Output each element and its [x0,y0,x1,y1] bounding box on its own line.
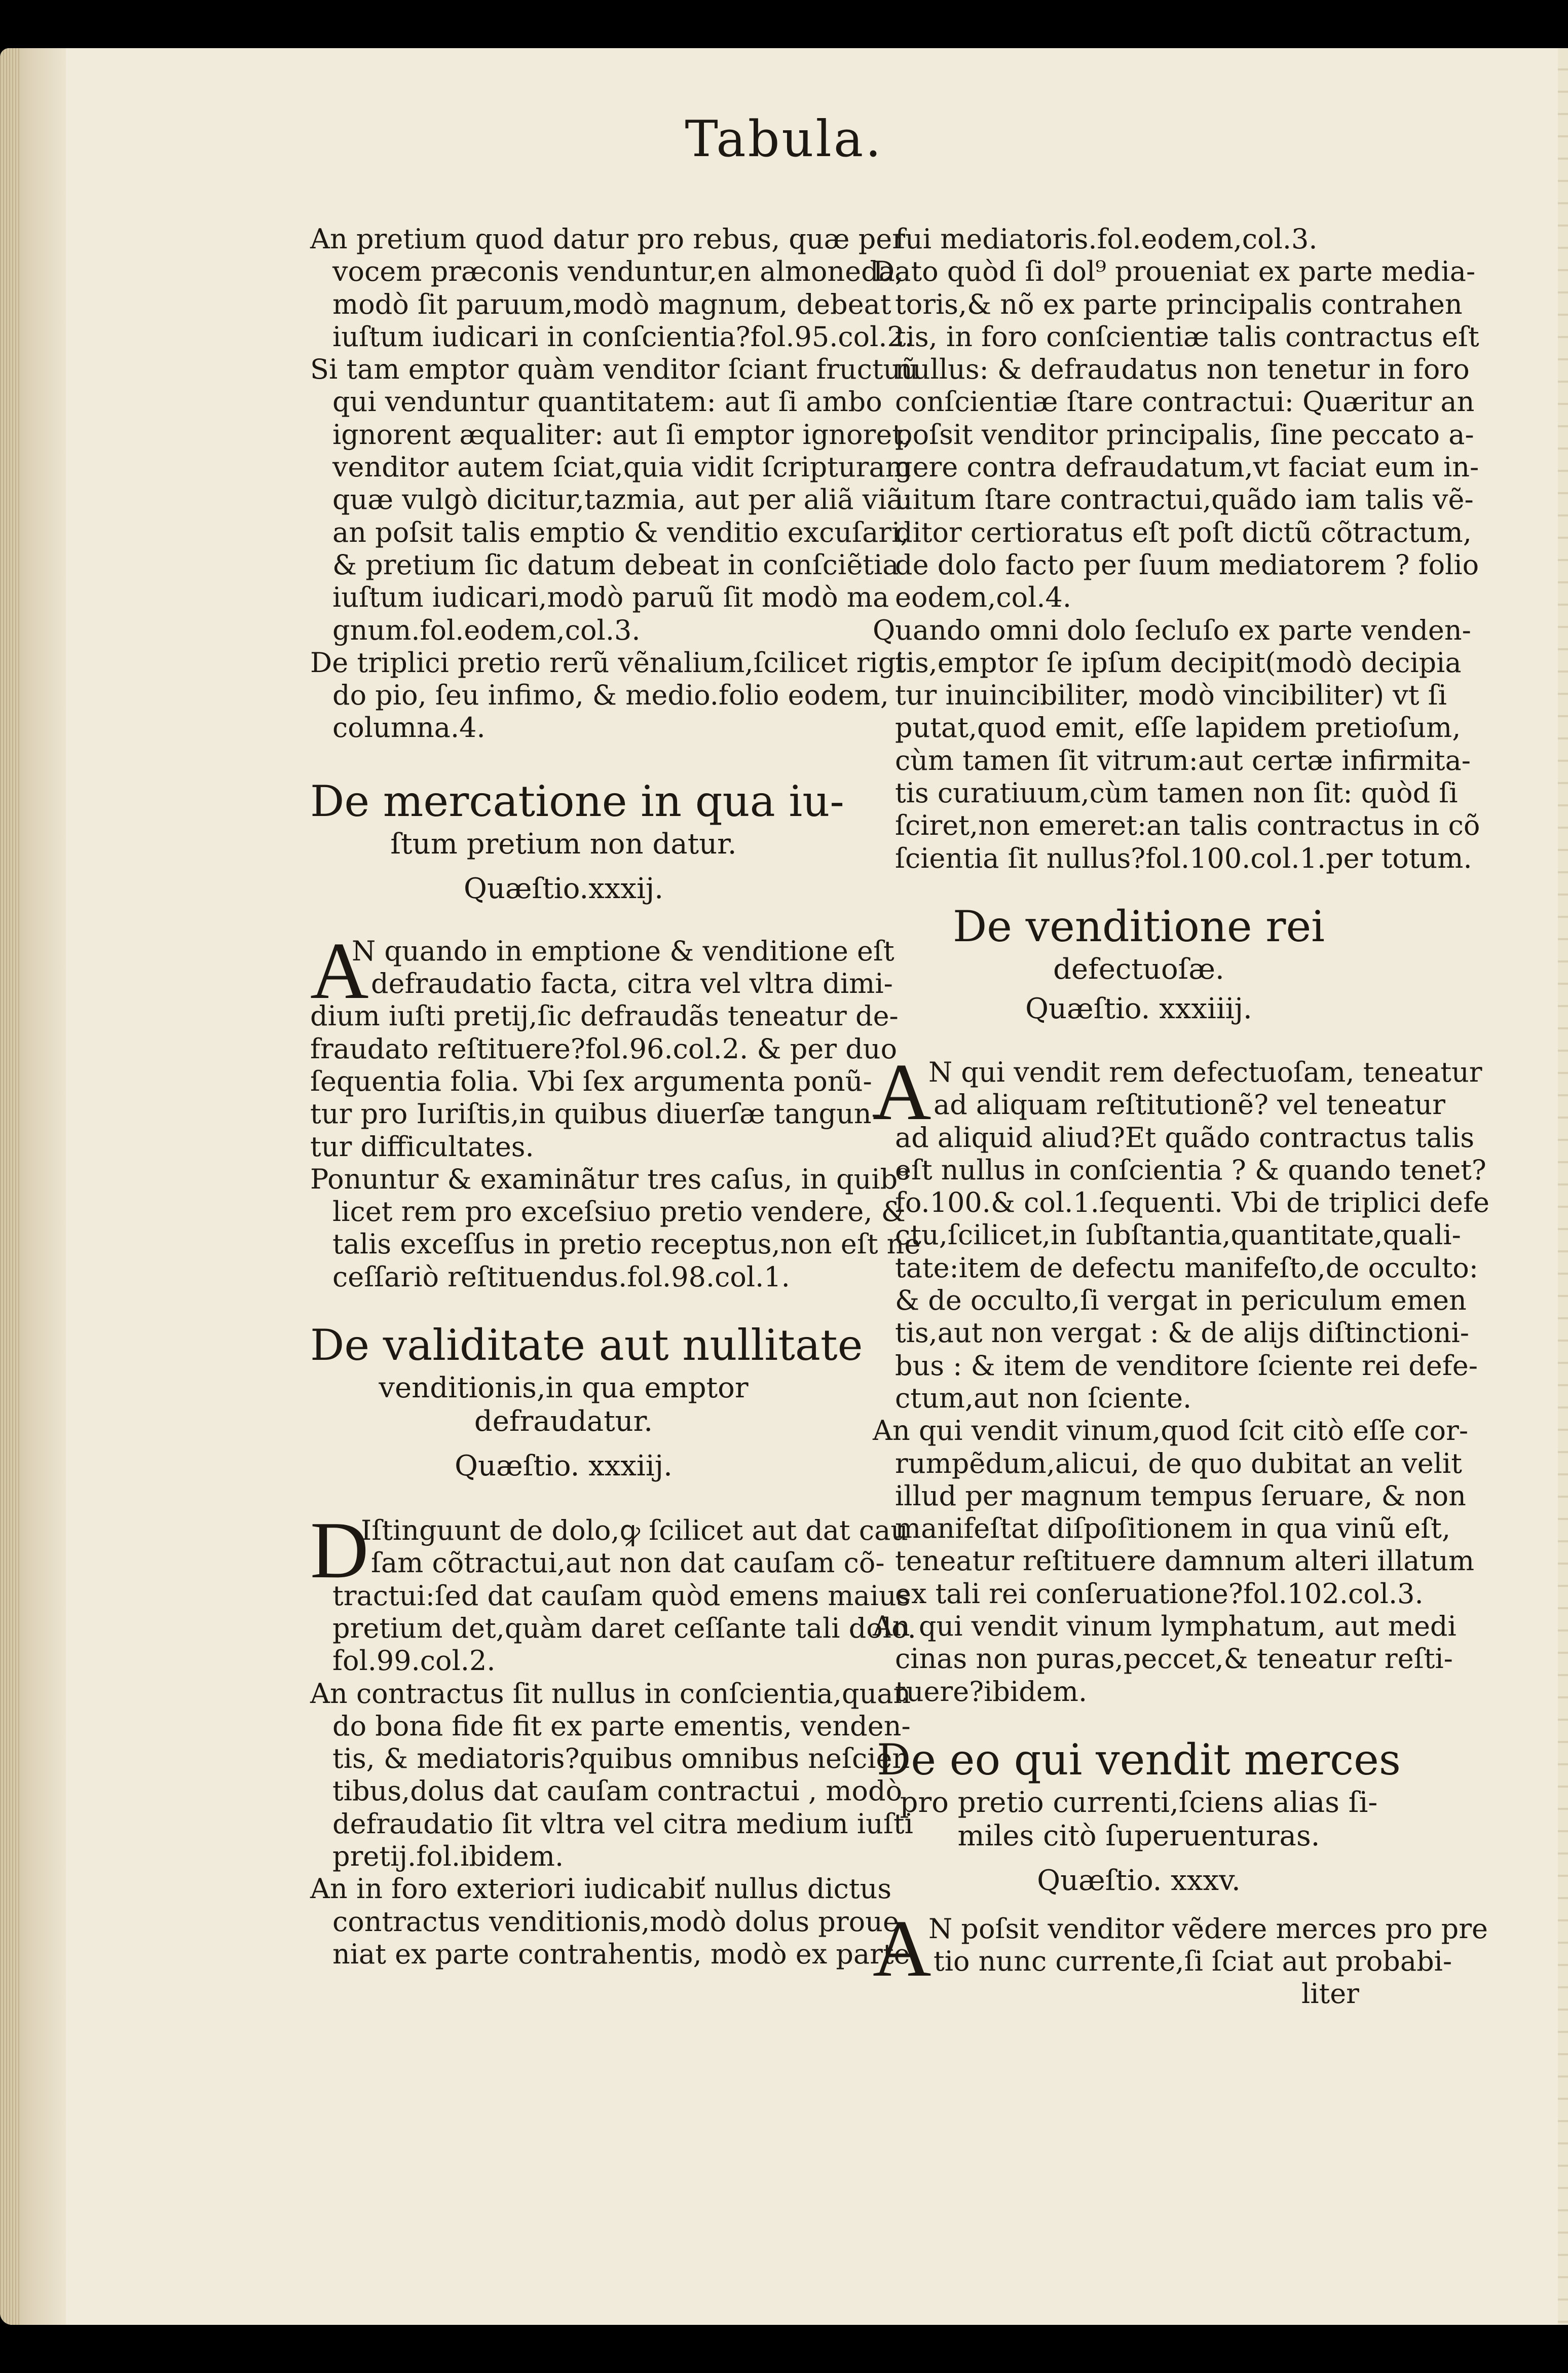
entry-line: ſequentia folia. Vbi ſex argumenta ponũ- [310,1065,872,1097]
entry [873,1415,1475,1610]
question-number: Quæſtio. xxxv. [1037,1864,1241,1897]
question-paragraph [873,1903,1488,2011]
ruler-strip [1558,48,1568,2325]
entry-line: An qui vendit vinum lymphatum, aut medi [873,1610,1457,1642]
entry-line: & pretium ſic datum debeat in conſciẽtia [332,548,899,581]
entry-line: pretium det,quàm daret ceſſante tali dolo. [332,1612,916,1644]
entry-line: cùm tamen ſit vitrum:aut certæ infirmita- [895,744,1471,776]
entry [873,255,1479,614]
entry-line: do pio, ſeu infimo, & medio.folio eodem, [332,679,889,712]
entry [873,614,1480,875]
entry-line: quæ vulgò dicitur,tazmia, aut per aliã viã: [332,484,912,516]
entry-line: An qui vendit vinum,quod ſcit citò eſſe cor- [873,1415,1469,1447]
entry-line: toris,& nõ ex parte principalis contrahen [895,288,1463,320]
entry-line: Quando omni dolo ſecluſo ex parte venden- [873,614,1471,646]
entry-line: ſciret,non emeret:an talis contractus in cõ [895,809,1480,842]
entry-line: ad aliquid aliud?Et quãdo contractus talis [895,1121,1475,1154]
entry-line: fol.99.col.2. [332,1645,496,1677]
entry-line: dium iuſti pretij,ſic defraudãs teneatur de- [310,1000,899,1032]
entry-line: iuſtum iudicari,modò paruũ ſit modò ma [332,581,889,614]
entry-line: ſui mediatoris.fol.eodem,col.3. [895,223,1318,255]
entry-line: eſt nullus in conſcientia ? & quando tenet? [895,1154,1486,1186]
section-heading [873,1733,1405,1853]
entry-line: ignorent æqualiter: aut ſi emptor ignoret, [332,418,912,451]
entry-line: tis, & mediatoris?quibus omnibus neſcien [332,1742,910,1775]
section-heading [310,775,844,861]
entry-line: vocem præconis venduntur,en almoneda, [332,255,904,288]
entry-line: tate:item de defectu manifeſto,de occulto: [895,1251,1478,1284]
entry [310,223,914,353]
entry-line: ſcientia ſit nullus?fol.100.col.1.per totum. [895,842,1472,874]
drop-cap: A [873,1046,931,1137]
entry-line: fraudato reſtituere?fol.96.col.2. & per duo [310,1032,898,1065]
entry-line: ctum,aut non ſciente. [895,1382,1192,1414]
entry-line: do bona fide fit ex parte ementis, venden- [332,1710,911,1742]
section-subtitle: defectuoſæ. [1053,952,1224,986]
entry-line: tis,aut non vergat : & de alijs diſtinctioni- [895,1317,1470,1349]
section-subtitle: ſtum pretium non datur. [390,827,737,861]
drop-cap: D [310,1505,369,1596]
section-subtitle: venditionis,in qua emptor [379,1371,749,1405]
entry-line: cinas non puras,peccet,& teneatur reſti- [895,1643,1453,1675]
drop-cap: A [310,925,369,1016]
entry-line: tis, in foro conſcientiæ talis contractus eſt [895,320,1479,353]
entry-line: tio nunc currente,ſi ſciat aut probabi- [934,1945,1452,1978]
entry-line: teneatur reſtituere damnum alteri illatum [895,1545,1475,1577]
section-title: De venditione rei [952,901,1325,951]
entry-line: uitum ſtare contractui,quãdo iam talis vẽ- [895,484,1474,516]
entry-line: talis exceſſus in pretio receptus,non eſt ne [332,1228,921,1260]
entry-line: eodem,col.4. [895,581,1072,614]
entry-line: an poſsit talis emptio & venditio excuſari, [332,516,909,548]
entry-line: Dato quòd ſi dol⁹ proueniat ex parte media- [873,255,1476,288]
section-heading [873,900,1405,986]
entry-line: An contractus ſit nullus in conſcientia,quan [310,1677,911,1710]
entry-line: De triplici pretio rerũ vẽnalium,ſcilicet rigi [310,646,905,679]
entry-line: ctu,ſcilicet,in ſubſtantia,quantitate,quali- [895,1219,1461,1251]
entry [310,353,919,647]
question-paragraph [873,1046,1489,1415]
left-intro-entries [310,223,919,745]
entry-line: tis,emptor ſe ipſum decipit(modò decipia [895,646,1462,679]
entry-line: An in foro exteriori iudicabiť nullus dictus [310,1873,892,1905]
section-subtitle: pro pretio currenti,ſciens alias ſi- [900,1786,1378,1819]
entry-line: gnum.fol.eodem,col.3. [332,614,641,646]
page-edge-lines [0,48,19,2325]
section-title: De eo qui vendit merces [877,1734,1401,1785]
entry-line: tur inuincibiliter, modò vincibiliter) vt ſi [895,679,1447,712]
section-subtitle: miles citò ſuperuenturas. [957,1819,1320,1852]
entry-line: ad aliquam reſtitutionẽ? vel teneatur [934,1089,1445,1121]
entry [310,646,905,745]
entry-line: defraudatio facta, citra vel vltra dimi- [371,968,893,1000]
section-heading [310,1319,863,1438]
section-subtitle: defraudatur. [474,1405,653,1438]
entry-line: Si tam emptor quàm venditor ſciant fructuũ [310,353,919,386]
question-paragraph [310,1505,916,1677]
entry-line: de dolo facto per ſuum mediatorem ? folio [895,548,1479,581]
entry [310,1163,921,1293]
entry-line: N qui vendit rem defectuoſam, teneatur [928,1056,1482,1088]
entry-line: licet rem pro exceſsiuo pretio vendere, & [332,1196,906,1228]
entry-line: nullus: & defraudatus non tenetur in foro [895,353,1470,386]
entry-line: illud per magnum tempus ſeruare, & non [895,1479,1466,1512]
entry-line: manifeſtat diſpoſitionem in qua vinũ eſt, [895,1512,1451,1545]
entry-line: poſsit venditor principalis, ſine peccato a- [895,418,1474,451]
entry-line: liter [1301,1978,1359,2010]
left-column [310,223,921,1971]
right-column [873,223,1489,2011]
entry-line: putat,quod emit, eſſe lapidem pretioſum, [895,712,1461,744]
entry-line: ſam cõtractui,aut non dat cauſam cõ- [371,1547,885,1579]
entry-line: tuere?ibidem. [895,1675,1088,1708]
entry-line: & de occulto,ſi vergat in periculum emen [895,1284,1467,1317]
entry-line: qui venduntur quantitatem: aut ſi ambo [332,386,882,418]
entry-line: iuſtum iudicari in conſcientia?fol.95.col.2. [332,320,914,353]
question-number: Quæſtio. xxxiiij. [1025,992,1252,1025]
entry-line: tractui:ſed dat cauſam quòd emens maius [332,1579,911,1612]
entry-line: tis curatiuum,cùm tamen non ſit: quòd ſi [895,777,1458,809]
entry-line: ex tali rei conſeruatione?fol.102.col.3. [895,1577,1424,1610]
entry-line: defraudatio ſit vltra vel citra medium iuſti [332,1807,913,1840]
entry [873,223,1405,255]
question-number: Quæſtio.xxxij. [463,872,664,905]
entry [310,1873,910,1971]
entry-line: venditor autem ſciat,quia vidit ſcripturam [332,451,911,484]
section-title: De validitate aut nullitate [310,1320,863,1370]
drop-cap: A [873,1903,931,1993]
entry-line: bus : & item de venditore ſciente rei defe- [895,1349,1478,1382]
entry-line: modò ſit paruum,modò magnum, debeat [332,288,891,320]
entry [873,1610,1457,1708]
entry-line: niat ex parte contrahentis, modò ex parte [332,1938,910,1970]
entry-line: tur pro Iuriſtis,in quibus diuerſæ tangun- [310,1098,881,1130]
entry-line: An pretium quod datur pro rebus, quæ per [310,223,906,255]
entry-line: ditor certioratus eſt poſt dictũ cõtractum, [895,516,1472,548]
entry-line: N poſsit venditor vẽdere merces pro pre [928,1912,1488,1945]
entry-line: rumpẽdum,alicui, de quo dubitat an velit [895,1447,1462,1479]
entry-line: Iſtinguunt de dolo,ꝙ ſcilicet aut dat cau [361,1514,909,1547]
entry-line: gere contra defraudatum,vt faciat eum in- [895,451,1479,484]
entry-line: contractus venditionis,modò dolus proue [332,1905,899,1938]
running-head-title: Tabula. [685,110,883,168]
entry [310,1677,913,1873]
entry-line: ceſſariò reſtituendus.fol.98.col.1. [332,1260,790,1293]
entry-line: fo.100.& col.1.ſequenti. Vbi de triplici defe [895,1186,1489,1219]
entry-line: N quando in emptione & venditione eſt [352,935,894,967]
entry-line: columna.4. [332,712,486,744]
entry-line: tibus,dolus dat cauſam contractui , modò [332,1775,903,1807]
entry-line: Ponuntur & examinãtur tres caſus, in quib⁹ [310,1163,909,1195]
entry-line: pretij.fol.ibidem. [332,1840,564,1872]
entry-line: conſcientiæ ſtare contractui: Quæritur an [895,386,1475,418]
question-paragraph [310,925,899,1163]
section-title: De mercatione in qua iu- [310,776,844,826]
entry-line: tur difficultates. [310,1130,534,1163]
question-number: Quæſtio. xxxiij. [455,1450,673,1483]
